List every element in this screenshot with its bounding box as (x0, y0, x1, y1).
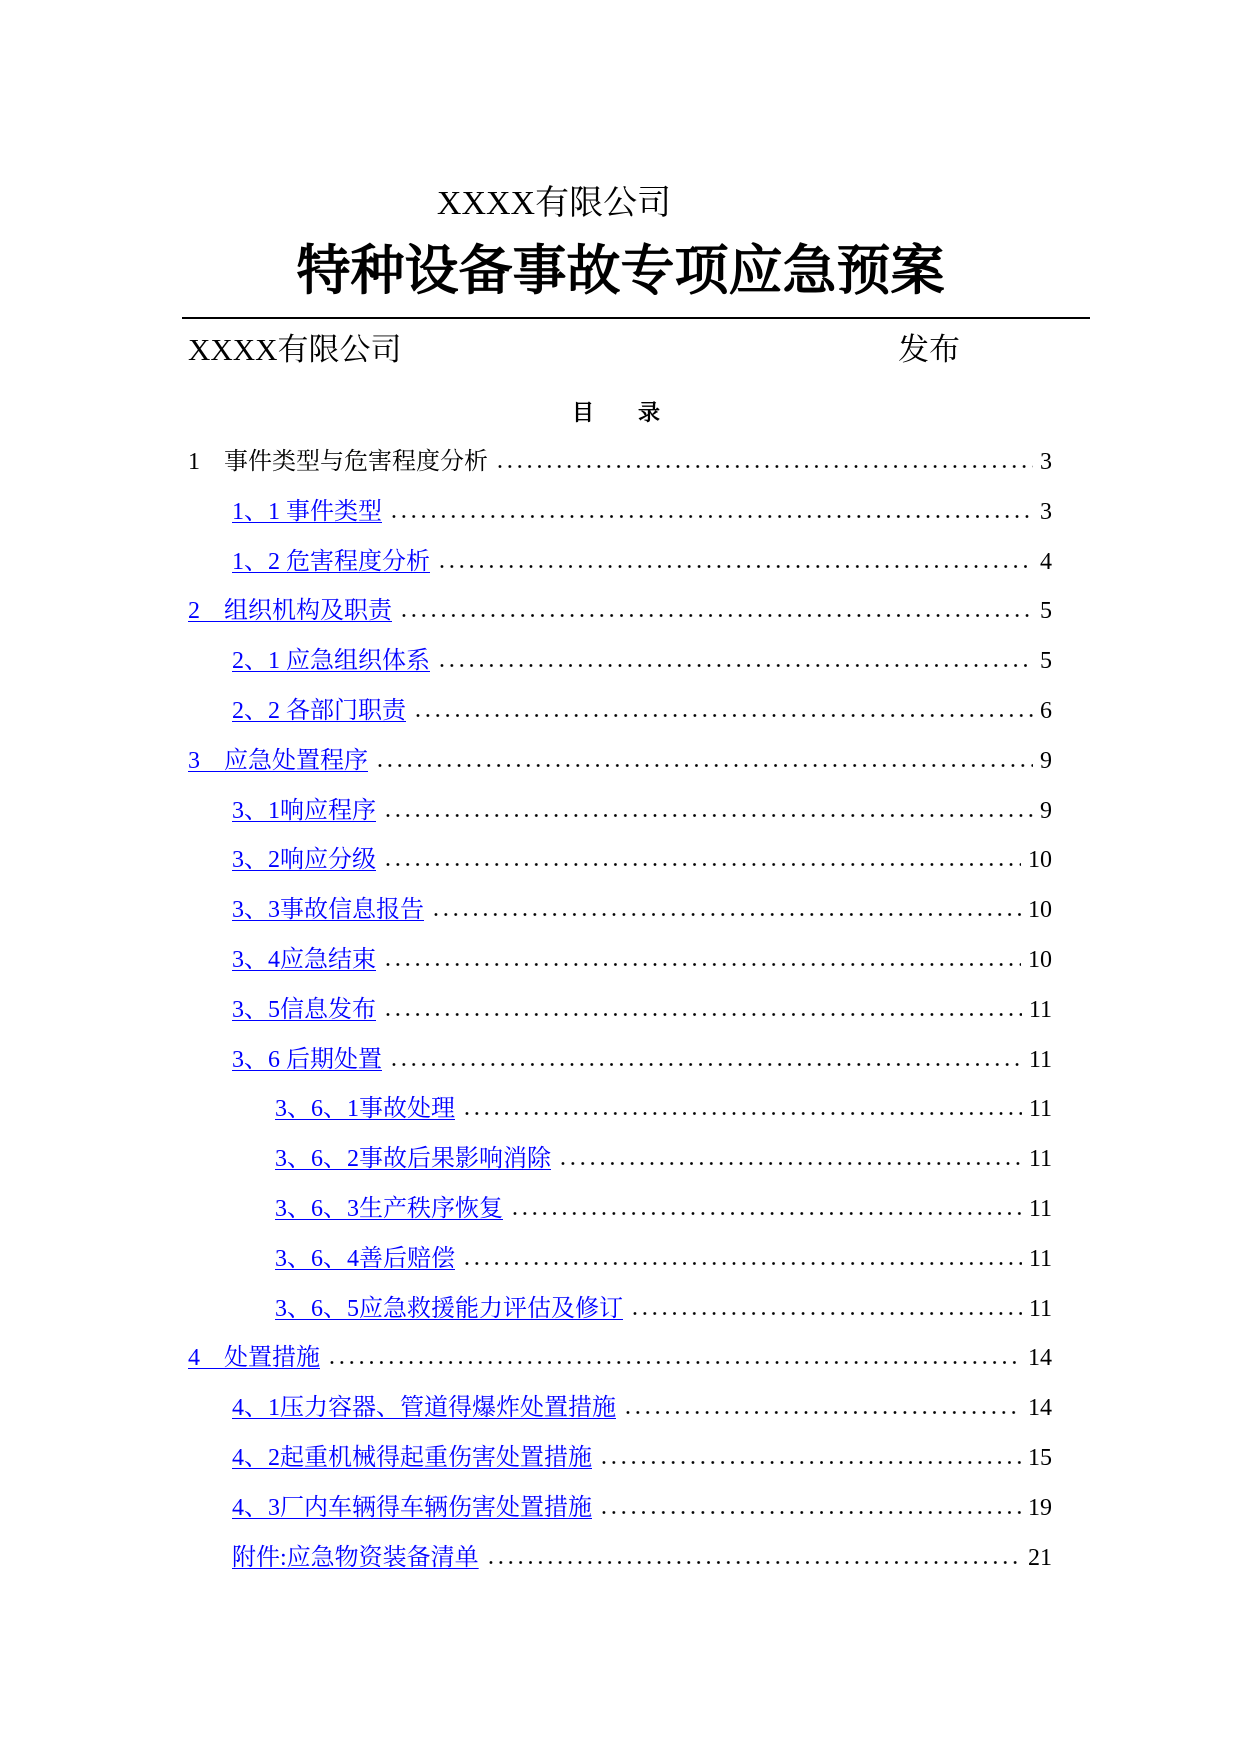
toc-dot-leader (383, 962, 1021, 967)
toc-entry[interactable] (188, 687, 1052, 737)
toc-dot-leader (437, 663, 1033, 668)
toc-heading: 目 录 (571, 400, 660, 425)
toc-entry[interactable] (188, 787, 1052, 837)
toc-entry-link[interactable]: 3、1响应程序 (232, 797, 376, 824)
toc-entry[interactable] (188, 587, 1052, 637)
publish-label: 发布 (898, 332, 960, 367)
toc-page-number: 11 (1028, 1096, 1052, 1123)
toc-page-number: 11 (1028, 1195, 1052, 1222)
toc-page-number: 21 (1028, 1544, 1052, 1571)
toc-entry[interactable] (188, 1434, 1052, 1484)
toc-dot-leader (327, 1360, 1021, 1365)
toc-entry[interactable] (188, 737, 1052, 787)
toc-page-number: 10 (1028, 946, 1052, 973)
toc-entry[interactable] (188, 1085, 1052, 1135)
toc-entry-link[interactable]: 3、6、4善后赔偿 (275, 1245, 455, 1272)
toc-entry-link[interactable]: 1、2 危害程度分析 (232, 548, 430, 575)
toc-entry-link[interactable]: 4、2起重机械得起重伤害处置措施 (232, 1444, 592, 1471)
toc-entry[interactable] (188, 836, 1052, 886)
toc-entry-link[interactable]: 2 组织机构及职责 (188, 598, 392, 625)
toc-entry-link[interactable]: 3 应急处置程序 (188, 747, 368, 774)
toc-entry-link[interactable]: 3、6、3生产秩序恢复 (275, 1195, 503, 1222)
toc-page-number: 5 (1040, 648, 1052, 675)
toc-dot-leader (623, 1410, 1021, 1415)
toc-entry-link[interactable]: 3、6 后期处置 (232, 1046, 382, 1073)
toc-entry[interactable] (188, 488, 1052, 538)
toc-entry[interactable] (188, 538, 1052, 588)
toc-entry-label: 1 事件类型与危害程度分析 (188, 449, 488, 475)
toc-dot-leader (599, 1460, 1021, 1465)
toc-dot-leader (462, 1111, 1022, 1116)
toc-dot-leader (486, 1560, 1021, 1565)
toc-dot-leader (558, 1161, 1022, 1166)
toc-entry-link[interactable]: 3、6、5应急救援能力评估及修订 (275, 1295, 623, 1322)
toc-entry[interactable] (188, 1185, 1052, 1235)
toc-dot-leader (389, 1062, 1022, 1067)
toc-page-number: 14 (1028, 1395, 1052, 1422)
toc-entry[interactable] (188, 886, 1052, 936)
toc-entry[interactable] (188, 1484, 1052, 1534)
toc-dot-leader (599, 1510, 1021, 1515)
toc-entry[interactable] (188, 1135, 1052, 1185)
toc-entry-link[interactable]: 2、2 各部门职责 (232, 697, 406, 724)
toc-entry-link[interactable]: 2、1 应急组织体系 (232, 648, 430, 675)
toc-page-number: 10 (1028, 847, 1052, 874)
toc-dot-leader (462, 1261, 1022, 1266)
toc-dot-leader (495, 464, 1033, 469)
toc-page-number: 19 (1028, 1494, 1052, 1521)
toc-page-number: 11 (1028, 1046, 1052, 1073)
toc-dot-leader (431, 912, 1021, 917)
toc-entry-link[interactable]: 3、4应急结束 (232, 946, 376, 973)
title-divider (182, 317, 1090, 319)
table-of-contents (188, 438, 1052, 1583)
toc-entry[interactable] (188, 1036, 1052, 1086)
document-title: 特种设备事故专项应急预案 (296, 241, 945, 301)
company-title: XXXX有限公司 (436, 185, 672, 222)
toc-dot-leader (383, 813, 1033, 818)
toc-page-number: 3 (1040, 498, 1052, 525)
toc-dot-leader (399, 613, 1033, 618)
toc-entry-link[interactable]: 3、6、1事故处理 (275, 1096, 455, 1123)
toc-entry[interactable] (188, 1384, 1052, 1434)
toc-page-number: 14 (1028, 1345, 1052, 1372)
toc-page-number: 11 (1028, 1146, 1052, 1173)
toc-dot-leader (413, 713, 1033, 718)
toc-entry-link[interactable]: 3、2响应分级 (232, 847, 376, 874)
publisher-name: XXXX有限公司 (188, 332, 402, 367)
toc-page-number: 9 (1040, 797, 1052, 824)
toc-entry-link[interactable]: 3、6、2事故后果影响消除 (275, 1146, 551, 1173)
toc-entry[interactable] (188, 986, 1052, 1036)
toc-page-number: 10 (1028, 897, 1052, 924)
toc-page-number: 11 (1028, 1245, 1052, 1272)
toc-entry[interactable] (188, 637, 1052, 687)
toc-dot-leader (383, 1012, 1022, 1017)
toc-entry (188, 438, 1052, 488)
toc-entry[interactable] (188, 1334, 1052, 1384)
toc-dot-leader (383, 862, 1021, 867)
toc-page-number: 4 (1040, 548, 1052, 575)
toc-entry-link[interactable]: 4 处置措施 (188, 1345, 320, 1372)
toc-dot-leader (437, 564, 1033, 569)
toc-page-number: 3 (1040, 449, 1052, 475)
toc-entry-link[interactable]: 4、3厂内车辆得车辆伤害处置措施 (232, 1494, 592, 1521)
toc-entry[interactable] (188, 936, 1052, 986)
toc-page-number: 9 (1040, 747, 1052, 774)
toc-entry[interactable] (188, 1235, 1052, 1285)
toc-page-number: 6 (1040, 697, 1052, 724)
toc-entry-link[interactable]: 附件:应急物资装备清单 (232, 1544, 479, 1571)
toc-entry-link[interactable]: 3、5信息发布 (232, 996, 376, 1023)
toc-entry-link[interactable]: 1、1 事件类型 (232, 498, 382, 525)
toc-dot-leader (510, 1211, 1022, 1216)
toc-entry-link[interactable]: 3、3事故信息报告 (232, 897, 424, 924)
toc-page-number: 11 (1028, 996, 1052, 1023)
toc-page-number: 15 (1028, 1444, 1052, 1471)
toc-dot-leader (375, 763, 1033, 768)
toc-dot-leader (389, 514, 1033, 519)
toc-dot-leader (630, 1311, 1022, 1316)
toc-entry-link[interactable]: 4、1压力容器、管道得爆炸处置措施 (232, 1395, 616, 1422)
toc-entry[interactable] (188, 1285, 1052, 1335)
toc-page-number: 11 (1028, 1295, 1052, 1322)
toc-page-number: 5 (1040, 598, 1052, 625)
toc-entry[interactable] (188, 1534, 1052, 1584)
